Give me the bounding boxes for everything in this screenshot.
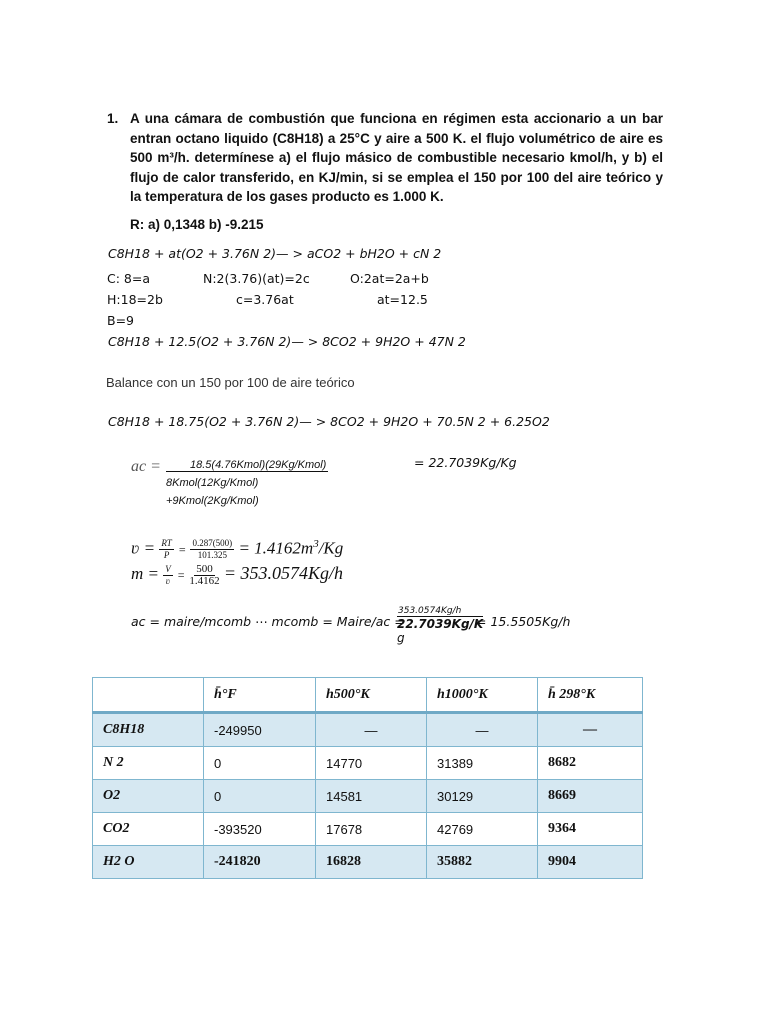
- v-fraction-1: [159, 538, 174, 561]
- hf-cell: -393520: [204, 813, 316, 846]
- h1000-cell: 31389: [427, 747, 538, 780]
- species-cell: H2 O: [93, 846, 204, 879]
- h298-cell: —: [538, 713, 643, 747]
- h298-cell: 9364: [538, 813, 643, 846]
- ac-denominator-2: +9Kmol(2Kg/Kmol): [166, 495, 259, 507]
- m-frac1-den: ʋ: [165, 575, 171, 586]
- m-result: = 353.0574Kg/h: [223, 563, 344, 583]
- v-frac1-den: P: [163, 550, 170, 561]
- oxygen-balance: O:2at=2a+b: [350, 271, 429, 286]
- v-frac1-num: RT: [161, 538, 172, 549]
- equation-reaction-theoretical: C8H18 + 12.5(O2 + 3.76N 2)— > 8CO2 + 9H2O + 47N 2: [108, 334, 466, 349]
- h298-cell: 8682: [538, 747, 643, 780]
- table-header-row: [93, 678, 643, 713]
- h298-cell: 9904: [538, 846, 643, 879]
- h1000-cell: 42769: [427, 813, 538, 846]
- hf-cell: 0: [204, 747, 316, 780]
- v-unit: /Kg: [318, 538, 344, 558]
- specific-volume-line: ʋ = $\frac{RT}{P}$ = $\frac{0.287(500)}{101.325}$ = $1.4162m^3/Kg$: [131, 538, 344, 561]
- table-row: [93, 846, 643, 879]
- air-mass-flow-line: m = $\frac{V}{\text{ʋ}}$ = $\frac{500}{1.4162}$ = 353.0574Kg/h: [131, 562, 344, 587]
- h298-cell: 8669: [538, 780, 643, 813]
- problem-text: A una cámara de combustión que funciona en régimen esta accionario a un bar entran octano liquido (C8H18) a 25°C y aire a 500 K. el flujo volumétrico de aire es 500 m³/h. determínese a) el flujo másico de combustible necesario kmol/h, y b) el flujo de calor transferido, en KJ/min, si se emplea el 150 por 100 del aire teórico y la temperatura de los gases producto es 1.000 K.: [130, 111, 663, 204]
- table-row: [93, 813, 643, 846]
- equation-reaction-general: C8H18 + at(O2 + 3.76N 2)— > aCO2 + bH2O + cN 2: [108, 246, 442, 261]
- b-result: B=9: [107, 313, 135, 328]
- h1000-cell: —: [427, 713, 538, 747]
- m-fraction-1: [163, 564, 173, 587]
- species-cell: CO2: [93, 813, 204, 846]
- c-result: c=3.76at: [236, 292, 294, 307]
- problem-statement: [107, 109, 663, 234]
- header-h298: h̄ 298°K: [538, 678, 643, 713]
- m-frac2-den: 1.4162: [189, 574, 220, 587]
- species-cell: N 2: [93, 747, 204, 780]
- nitrogen-balance: N:2(3.76)(at)=2c: [203, 271, 310, 286]
- species-cell: O2: [93, 780, 204, 813]
- v-exponent: 3: [313, 538, 319, 550]
- h500-cell: 17678: [316, 813, 427, 846]
- hf-cell: 0: [204, 780, 316, 813]
- fuel-frac-den: 22.7039Kg/K: [397, 617, 484, 631]
- v-fraction-2: [190, 538, 234, 561]
- header-hf: h̄°F: [204, 678, 316, 713]
- table-row: [93, 747, 643, 780]
- fuel-frac-den-2: g: [397, 631, 405, 645]
- fuel-mass-flow-text: ac = maire/mcomb ⋯ mcomb = Maire/ac =: [131, 614, 405, 629]
- at-result: at=12.5: [377, 292, 428, 307]
- problem-answer: R: a) 0,1348 b) -9.215: [130, 216, 264, 232]
- equation-reaction-excess-air: C8H18 + 18.75(O2 + 3.76N 2)— > 8CO2 + 9H2O + 70.5N 2 + 6.25O2: [108, 414, 550, 429]
- h500-cell: 14770: [316, 747, 427, 780]
- hydrogen-balance: H:18=2b: [107, 292, 163, 307]
- balance-title: Balance con un 150 por 100 de aire teórico: [106, 375, 355, 390]
- enthalpy-table: [92, 677, 643, 879]
- carbon-balance: C: 8=a: [107, 271, 150, 286]
- fuel-mass-flow-result: = 15.5505Kg/h: [476, 614, 571, 629]
- table-row: [93, 713, 643, 747]
- header-species: [93, 678, 204, 713]
- m-frac1-num: V: [165, 563, 171, 574]
- v-lhs: ʋ =: [131, 538, 156, 558]
- m-lhs: m =: [131, 564, 159, 583]
- problem-number: 1.: [107, 111, 119, 126]
- ac-result: = 22.7039Kg/Kg: [414, 455, 517, 470]
- v-result: = 1.4162m: [238, 538, 314, 558]
- ac-label: ac =: [131, 458, 161, 475]
- fuel-mass-flow-fraction: [397, 606, 483, 645]
- v-frac2-num: 0.287(500): [192, 538, 233, 549]
- m-frac2-num: 500: [196, 562, 213, 575]
- h1000-cell: 30129: [427, 780, 538, 813]
- header-h1000: h1000°K: [427, 678, 538, 713]
- species-cell: C8H18: [93, 713, 204, 747]
- ac-numerator: 18.5(4.76Kmol)(29Kg/Kmol): [166, 459, 328, 472]
- h500-cell: 16828: [316, 846, 427, 879]
- h1000-cell: 35882: [427, 846, 538, 879]
- ac-denominator-1: 8Kmol(12Kg/Kmol): [166, 477, 259, 489]
- v-frac2-den: 101.325: [197, 550, 227, 561]
- m-fraction-2: [189, 564, 219, 587]
- h500-cell: 14581: [316, 780, 427, 813]
- fuel-frac-num: 353.0574Kg/h: [397, 606, 483, 617]
- h500-cell: —: [316, 713, 427, 747]
- header-h500: h500°K: [316, 678, 427, 713]
- hf-cell: -249950: [204, 713, 316, 747]
- hf-cell: -241820: [204, 846, 316, 879]
- table-row: [93, 780, 643, 813]
